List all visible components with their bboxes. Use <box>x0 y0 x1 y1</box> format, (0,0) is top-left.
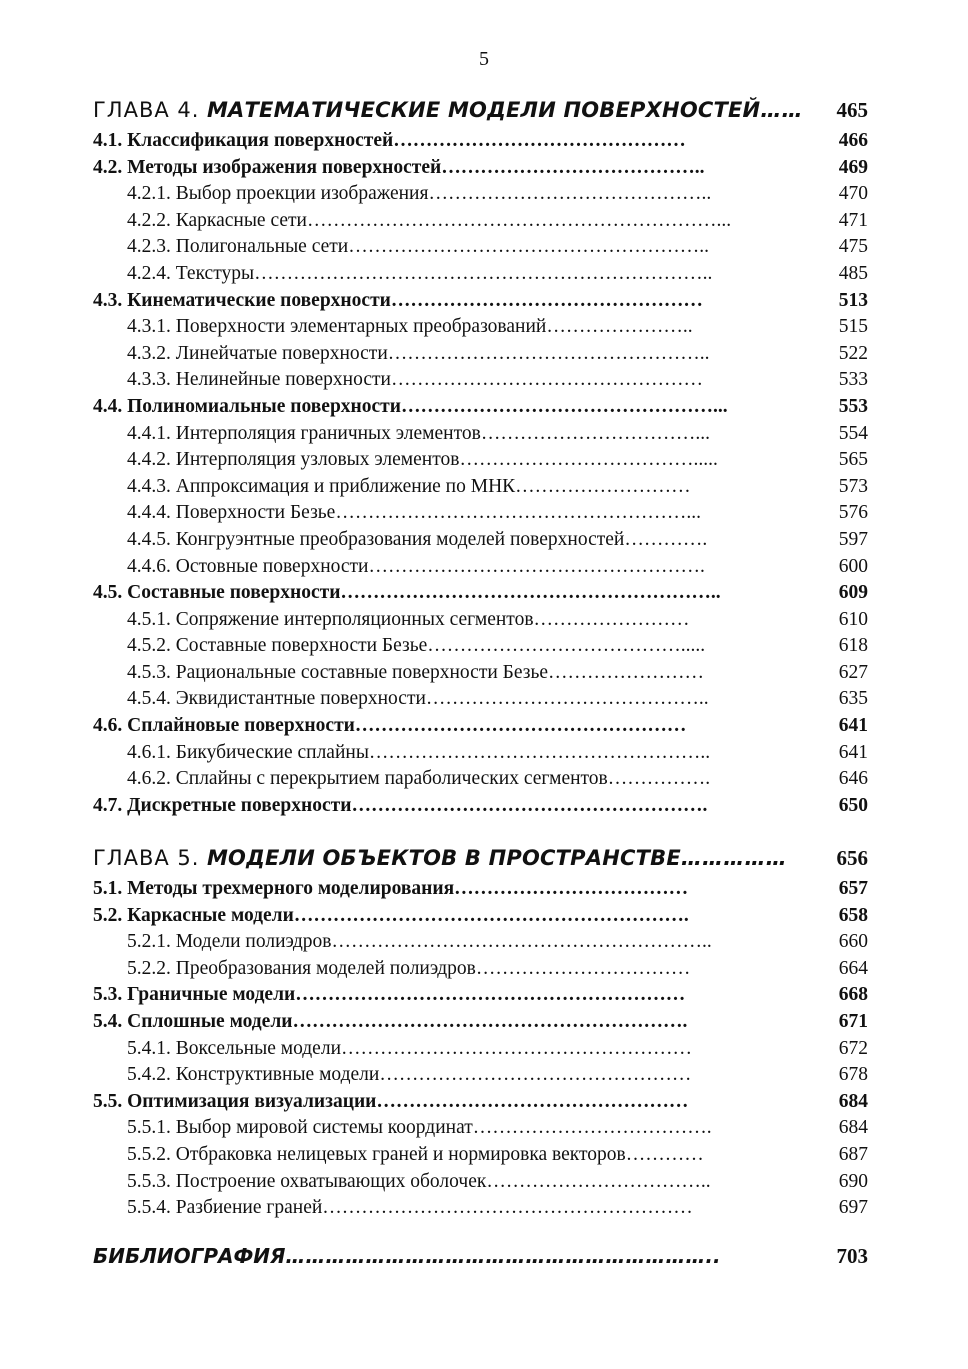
toc-entry-sub[interactable] <box>93 956 868 983</box>
toc-entry-page: 515 <box>838 316 868 338</box>
toc-entry-page: 650 <box>838 794 868 816</box>
chapter-title-text: МОДЕЛИ ОБЪЕКТОВ В ПРОСТРАНСТВЕ…………… <box>199 846 787 870</box>
toc-entry-section[interactable] <box>93 903 868 930</box>
chapter-heading[interactable] <box>93 92 868 128</box>
chapter-prefix: ГЛАВА 5. <box>93 846 200 870</box>
bibliography-page: 703 <box>836 1244 868 1268</box>
toc-entry-page: 668 <box>838 984 868 1006</box>
toc-entry-title: 5.4. Сплошные модели……………………………………………………. <box>93 1010 688 1032</box>
toc-entry-title: 5.1. Методы трехмерного моделирования……………………………… <box>93 878 689 899</box>
toc-entry-section[interactable] <box>93 1009 868 1036</box>
toc-entry-title: 4.4.1. Интерполяция граничных элементов……………………………... <box>127 422 710 444</box>
toc-entry-page: 513 <box>838 289 868 311</box>
toc-entry-title: 4.3.3. Нелинейные поверхности………………………………………… <box>127 369 703 391</box>
toc-entry-title: 5.3. Граничные модели…………………………………………………… <box>93 984 686 1006</box>
toc-entry-title: 5.5.3. Построение охватывающих оболочек…………………………….. <box>127 1170 711 1192</box>
toc-entry-title: 5.5.2. Отбраковка нелицевых граней и нормировка векторов………… <box>127 1143 704 1165</box>
toc-entry-page: 684 <box>838 1090 868 1112</box>
toc-bibliography <box>93 1236 868 1276</box>
toc-entry-sub[interactable] <box>93 208 868 235</box>
toc-entry-sub[interactable] <box>93 527 868 554</box>
toc-entry-page: 697 <box>838 1197 868 1219</box>
toc-entry-title: 4.6.2. Сплайны с перекрытием параболических сегментов……………. <box>127 768 711 790</box>
chapter-title <box>93 840 807 876</box>
toc-entry-page: 678 <box>838 1064 868 1086</box>
toc-entry-title: 4.2. Методы изображения поверхностей………………………………….. <box>93 156 705 178</box>
toc-entry-page: 565 <box>838 449 868 471</box>
toc-entry-title: 4.5.2. Составные поверхности Безье…………………………………..... <box>127 635 706 657</box>
toc-entry-title: 4.2.3. Полигональные сети……………………………………………….. <box>127 236 709 258</box>
toc-entry-page: 684 <box>838 1117 868 1139</box>
toc-entry-page: 533 <box>838 369 868 391</box>
toc-entry-page: 610 <box>838 608 868 630</box>
toc-entry-title: 4.5.1. Сопряжение интерполяционных сегментов…………………… <box>127 608 690 630</box>
toc-entry-page: 475 <box>838 236 868 258</box>
toc-entry-title: 4.1. Классификация поверхностей……………………………………… <box>93 130 686 151</box>
toc-entry-sub[interactable] <box>93 1062 868 1089</box>
toc-entry-sub[interactable] <box>93 929 868 956</box>
toc-entry-section[interactable] <box>93 982 868 1009</box>
toc-entry-sub[interactable] <box>93 607 868 634</box>
toc-entry-title: 4.7. Дискретные поверхности………………………………………………. <box>93 794 708 816</box>
toc-entry-title: 5.5. Оптимизация визуализации………………………………………… <box>93 1090 689 1112</box>
chapter-page: 656 <box>836 846 868 870</box>
toc-entry-sub[interactable] <box>93 181 868 208</box>
toc-entry-title: 4.6. Сплайновые поверхности…………………………………………… <box>93 715 687 737</box>
toc-entry-section[interactable] <box>93 876 868 903</box>
toc-entry-title: 4.4.5. Конгруэнтные преобразования моделей поверхностей…………. <box>127 528 708 550</box>
toc-entry-page: 641 <box>838 741 868 763</box>
chapter-heading[interactable] <box>93 840 868 876</box>
toc-entry-title: 4.4.2. Интерполяция узловых элементов………………………………..... <box>127 449 718 471</box>
toc-entry-list <box>93 128 868 819</box>
toc-entry-section[interactable] <box>93 128 868 155</box>
toc-entry-sub[interactable] <box>93 314 868 341</box>
toc-entry-page: 469 <box>838 156 868 178</box>
toc-entry-sub[interactable] <box>93 633 868 660</box>
toc-entry-section[interactable] <box>93 155 868 182</box>
toc-entry-page: 573 <box>838 475 868 497</box>
toc-entry-page: 471 <box>838 209 868 231</box>
toc-entry-page: 466 <box>838 130 868 151</box>
bibliography-title: БИБЛИОГРАФИЯ……………………………………………………….. <box>93 1244 721 1268</box>
toc-entry-title: 4.2.1. Выбор проекции изображения…………………………………….. <box>127 183 712 205</box>
toc-entry-page: 646 <box>838 768 868 790</box>
toc-entry-title: 4.5.4. Эквидистантные поверхности…………………………………….. <box>127 688 709 710</box>
toc-entry-sub[interactable] <box>93 1036 868 1063</box>
toc-entry-page: 618 <box>838 635 868 657</box>
toc-entry-page: 554 <box>838 422 868 444</box>
toc-entry-page: 671 <box>838 1010 868 1032</box>
toc-entry-sub[interactable] <box>93 740 868 767</box>
toc-entry-title: 4.3.1. Поверхности элементарных преобразований………………….. <box>127 316 693 338</box>
toc-entry-title: 5.5.1. Выбор мировой системы координат………………………………. <box>127 1117 712 1139</box>
toc-entry-sub[interactable] <box>93 421 868 448</box>
toc-entry-title: 4.3.2. Линейчатые поверхности………………………………………….. <box>127 342 710 364</box>
toc-entry-page: 609 <box>838 582 868 604</box>
toc-chapter-4 <box>93 92 868 819</box>
page-number: 5 <box>479 48 489 70</box>
toc-entry-title: 4.3. Кинематические поверхности………………………………………… <box>93 289 703 311</box>
toc-entry-sub[interactable] <box>93 367 868 394</box>
toc-entry-section[interactable] <box>93 713 868 740</box>
toc-entry-list <box>93 876 868 1222</box>
toc-entry-sub[interactable] <box>93 500 868 527</box>
toc-entry-sub[interactable] <box>93 554 868 581</box>
toc-entry-title: 5.2. Каркасные модели……………………………………………………. <box>93 904 689 926</box>
toc-entry-title: 5.2.2. Преобразования моделей полиэдров…………………………… <box>127 957 691 979</box>
toc-entry-title: 5.4.2. Конструктивные модели………………………………………… <box>127 1064 692 1086</box>
toc-entry-section[interactable] <box>93 1089 868 1116</box>
toc-entry-title: 4.4. Полиномиальные поверхности…………………………………………... <box>93 395 728 417</box>
toc-entry-page: 600 <box>838 555 868 577</box>
toc-entry-sub[interactable] <box>93 686 868 713</box>
toc-entry-page: 660 <box>838 931 868 953</box>
toc-entry-page: 597 <box>838 528 868 550</box>
toc-entry-title: 4.4.4. Поверхности Безье………………………………………………... <box>127 502 701 524</box>
toc-entry-page: 672 <box>838 1037 868 1059</box>
toc-entry-page: 664 <box>838 957 868 979</box>
toc-entry-sub[interactable] <box>93 474 868 501</box>
toc-entry-page: 522 <box>838 342 868 364</box>
toc-entry-page: 635 <box>838 688 868 710</box>
chapter-page: 465 <box>836 98 868 122</box>
toc-entry-page: 553 <box>838 395 868 417</box>
toc-entry-page: 657 <box>838 878 868 899</box>
toc-entry-page: 485 <box>838 262 868 284</box>
toc-entry-sub[interactable] <box>93 660 868 687</box>
toc-entry-sub[interactable] <box>93 1195 868 1222</box>
toc-entry-sub[interactable] <box>93 766 868 793</box>
toc-entry-page: 627 <box>838 661 868 683</box>
toc-entry-page: 641 <box>838 715 868 737</box>
toc-entry-section[interactable] <box>93 394 868 421</box>
toc-entry-sub[interactable] <box>93 1115 868 1142</box>
toc-entry-page: 576 <box>838 502 868 524</box>
toc-entry-title: 4.2.4. Текстуры…………………………………………………………….. <box>127 262 713 284</box>
toc-entry-title: 5.2.1. Модели полиэдров………………………………………………….. <box>127 931 712 953</box>
toc-entry-section[interactable] <box>93 580 868 607</box>
toc-entry-sub[interactable] <box>93 1169 868 1196</box>
toc-entry-title: 5.5.4. Разбиение граней………………………………………………… <box>127 1197 693 1219</box>
chapter-title <box>93 92 807 128</box>
toc-entry-title: 4.6.1. Бикубические сплайны…………………………………………….. <box>127 741 711 763</box>
toc-entry-title: 5.4.1. Воксельные модели……………………………………………… <box>127 1037 693 1059</box>
toc-entry-sub[interactable] <box>93 234 868 261</box>
toc-entry-section[interactable] <box>93 793 868 820</box>
chapter-prefix: ГЛАВА 4. <box>93 98 200 122</box>
toc-entry-title: 4.2.2. Каркасные сети………………………………………………………... <box>127 209 732 231</box>
toc-entry-sub[interactable] <box>93 1142 868 1169</box>
toc-entry-page: 687 <box>838 1143 868 1165</box>
toc-entry-page: 658 <box>838 904 868 926</box>
toc-entry-page: 690 <box>838 1170 868 1192</box>
toc-entry-title: 4.4.6. Остовные поверхности……………………………………………. <box>127 555 705 577</box>
bibliography-heading[interactable] <box>93 1236 868 1276</box>
toc-entry-sub[interactable] <box>93 341 868 368</box>
toc-entry-sub[interactable] <box>93 261 868 288</box>
toc-entry-page: 470 <box>838 183 868 205</box>
chapter-title-text: МАТЕМАТИЧЕСКИЕ МОДЕЛИ ПОВЕРХНОСТЕЙ…… <box>199 98 803 122</box>
toc-chapter-5 <box>93 840 868 1222</box>
toc-entry-title: 4.4.3. Аппроксимация и приближение по МНК……………………… <box>127 475 691 497</box>
toc-entry-title: 4.5.3. Рациональные составные поверхности Безье…………………… <box>127 661 704 683</box>
toc-entry-sub[interactable] <box>93 447 868 474</box>
toc-entry-section[interactable] <box>93 288 868 315</box>
toc-entry-title: 4.5. Составные поверхности………………………………………………….. <box>93 582 721 604</box>
